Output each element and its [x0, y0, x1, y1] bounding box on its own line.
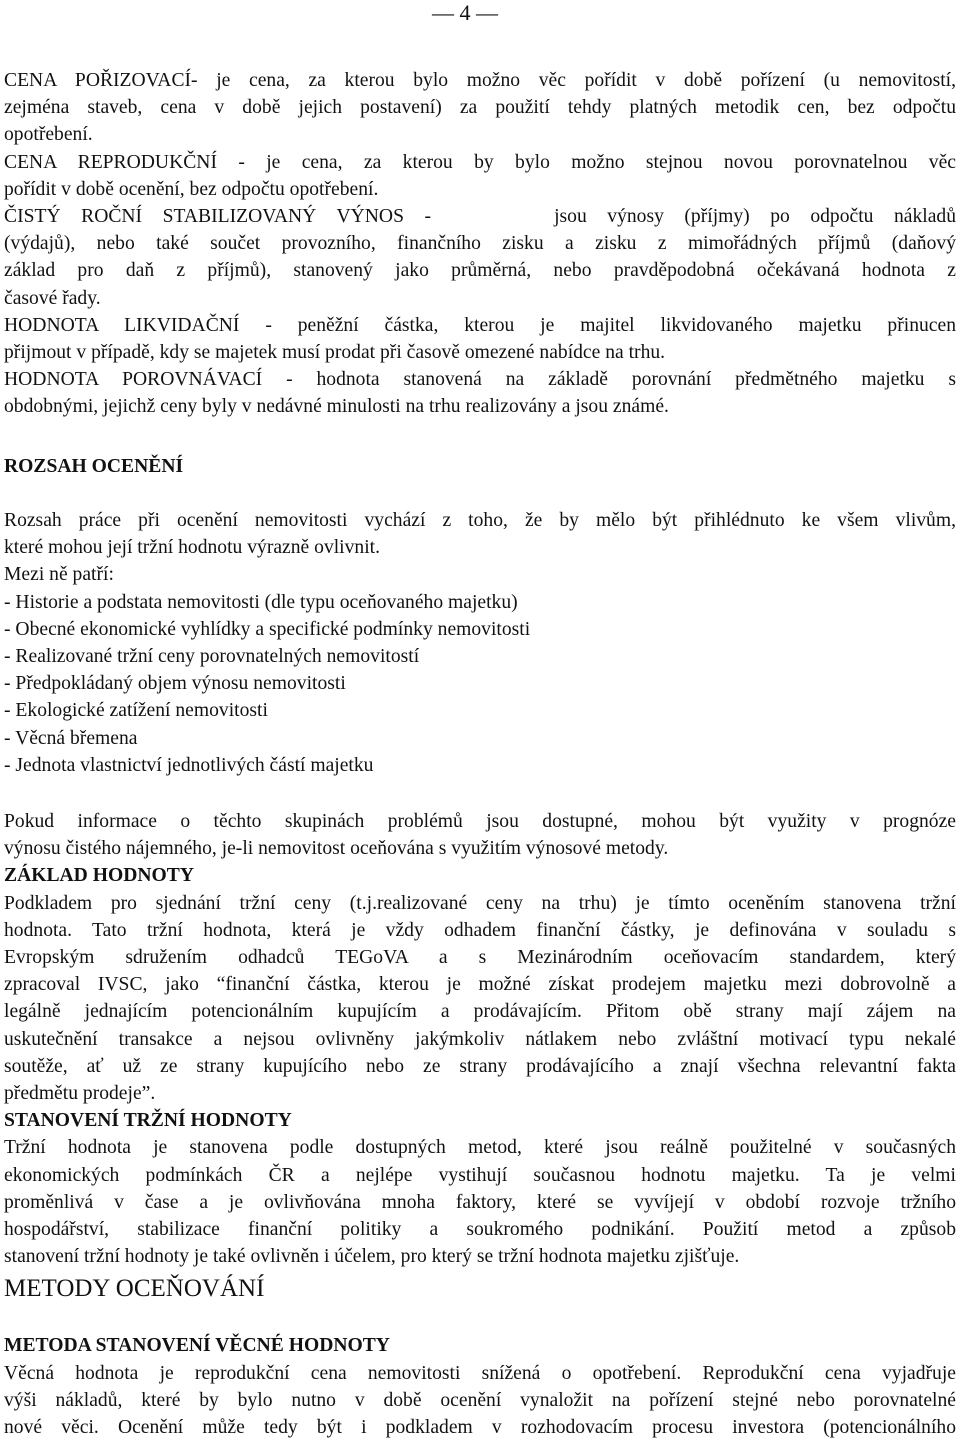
rozsah-block — [4, 507, 956, 779]
definition-line: obdobnými, jejichž ceny byly v nedávné minulosti na trhu realizovány a jsou známé. — [4, 396, 669, 418]
definition-line: HODNOTA POROVNÁVACÍ - hodnota stanovená na základě porovnání předmětného majetku s — [4, 369, 956, 391]
definition-line: pořídit v době ocenění, bez odpočtu opotřebení. — [4, 178, 379, 200]
zaklad-line: uskutečnění transakce a nejsou ovlivněny jakýmkoliv nátlakem nebo zvláštní motivací typu nekalé — [4, 1028, 956, 1050]
rozsah-intro-line: Rozsah práce při ocenění nemovitosti vychází z toho, že by mělo být přihlédnuto ke všem vlivům, — [4, 510, 956, 531]
zaklad-line: soutěže, ať už ze strany kupujícího nebo ze strany prodávajícího a znají všechna relevantní fakta — [4, 1055, 956, 1077]
definition-line: HODNOTA LIKVIDAČNÍ - peněžní částka, kterou je majitel likvidovaného majetku přinucen — [4, 314, 956, 336]
definition-line: časové řady. — [4, 287, 101, 309]
page-number-value: 4 — [459, 0, 471, 25]
rozsah-closing-block — [4, 808, 956, 1270]
rozsah-list-item: - Obecné ekonomické vyhlídky a specifické podmínky nemovitosti — [4, 618, 531, 640]
rozsah-list-item: - Jednota vlastnictví jednotlivých částí majetku — [4, 754, 374, 776]
zaklad-line: Evropským sdružením odhadců TEGoVA a s Mezinárodním oceňovacím standardem, který — [4, 947, 956, 969]
definitions-block — [4, 67, 956, 421]
zaklad-line: Podkladem pro sjednání tržní ceny (t.j.realizované ceny na trhu) je tímto oceněním stanovena tržní — [4, 892, 956, 914]
page-number-dash-left: — — [432, 0, 454, 25]
vecna-line: nové věci. Ocenění může tedy být i podkladem v rozhodovacím procesu investora (potencionálního — [4, 1417, 956, 1439]
definition-line: zejména staveb, cena v době jejich postavení) za použití tehdy platných metodik cen, bez odpočtu — [4, 97, 956, 119]
zaklad-line: legálně jednajícím potencionálním kupujícím a prodávajícím. Přitom obě strany mají zájem na — [4, 1001, 956, 1023]
rozsah-heading: ROZSAH OCENĚNÍ — [4, 456, 184, 477]
rozsah-intro-line: které mohou její tržní hodnotu výrazně ovlivnit. — [4, 537, 381, 559]
definition-line: CENA REPRODUKČNÍ - je cena, za kterou by bylo možno stejnou novou porovnatelnou věc — [4, 151, 956, 173]
zaklad-line: hodnota. Tato tržní hodnota, která je vždy odhadem finanční částky, je definována v souladu s — [4, 919, 956, 941]
page-number-dash-right: — — [476, 0, 498, 25]
rozsah-closing-line: Pokud informace o těchto skupinách problémů jsou dostupné, mohou být využity v prognóze — [4, 811, 956, 832]
definition-line: přijmout v případě, kdy se majetek musí prodat při časově omezené nabídce na trhu. — [4, 342, 666, 364]
vecna-line: Věcná hodnota je reprodukční cena nemovitosti snížená o opotřebení. Reprodukční cena vyjadřuje — [4, 1363, 956, 1384]
rozsah-list-item: - Předpokládaný objem výnosu nemovitosti — [4, 673, 346, 695]
vecna-heading: METODA STANOVENÍ VĚCNÉ HODNOTY — [4, 1335, 390, 1356]
definition-line: ČISTÝ ROČNÍ STABILIZOVANÝ VÝNOS - jsou výnosy (příjmy) po odpočtu nákladů — [4, 206, 956, 228]
definition-line: CENA POŘIZOVACÍ- je cena, za kterou bylo možno věc pořídit v době pořízení (u nemovitostí, — [4, 70, 956, 91]
rozsah-list-item: - Věcná břemena — [4, 727, 138, 749]
zaklad-line: předmětu prodeje”. — [4, 1083, 156, 1105]
definition-line: (výdajů), nebo také součet provozního, finančního zisku a zisku z mimořádných příjmů (daňový — [4, 233, 956, 255]
rozsah-closing-line: výnosu čistého nájemného, je-li nemovitost oceňována s využitím výnosové metody. — [4, 838, 669, 860]
stanoveni-line: Tržní hodnota je stanovena podle dostupných metod, které jsou reálně použitelné v současných — [4, 1137, 956, 1159]
zaklad-line: zpracoval IVSC, jako “finanční částka, kterou je možné získat prodejem majetku mezi dobrovolně a — [4, 974, 956, 996]
rozsah-list-item: - Historie a podstata nemovitosti (dle typu oceňovaného majetku) — [4, 591, 518, 613]
stanoveni-line: hospodářství, stabilizace finanční politiky a soukromého podnikání. Použití metod a způsob — [4, 1219, 956, 1241]
stanoveni-heading: STANOVENÍ TRŽNÍ HODNOTY — [4, 1110, 292, 1132]
vecna-line: výši nákladů, které by bylo nutno v době ocenění vynaložit na pořízení stejné nebo porovnatelné — [4, 1390, 956, 1412]
definition-line: opotřebení. — [4, 124, 93, 146]
page-number — [420, 0, 510, 26]
zaklad-heading: ZÁKLAD HODNOTY — [4, 865, 194, 887]
metody-heading: METODY OCEŇOVÁNÍ — [4, 1275, 265, 1302]
rozsah-list-item: - Ekologické zatížení nemovitosti — [4, 700, 268, 722]
rozsah-list-item: - Realizované tržní ceny porovnatelných nemovitostí — [4, 646, 420, 668]
definition-line: základ pro daň z příjmů), stanovený jako průměrná, nebo pravděpodobná očekávaná hodnota z — [4, 260, 956, 282]
stanoveni-line: proměnlivá v čase a je ovlivňována mnoha faktory, které se vyvíjejí v období rozvoje tržního — [4, 1191, 956, 1213]
vecna-block — [4, 1360, 956, 1442]
stanoveni-line: stanovení tržní hodnoty je také ovlivněn i účelem, pro který se tržní hodnota majetku zjišťuje. — [4, 1246, 740, 1268]
stanoveni-line: ekonomických podmínkách ČR a nejlépe vystihují současnou hodnotu majetku. Ta je velmi — [4, 1164, 956, 1186]
rozsah-intro-line: Mezi ně patří: — [4, 564, 114, 586]
